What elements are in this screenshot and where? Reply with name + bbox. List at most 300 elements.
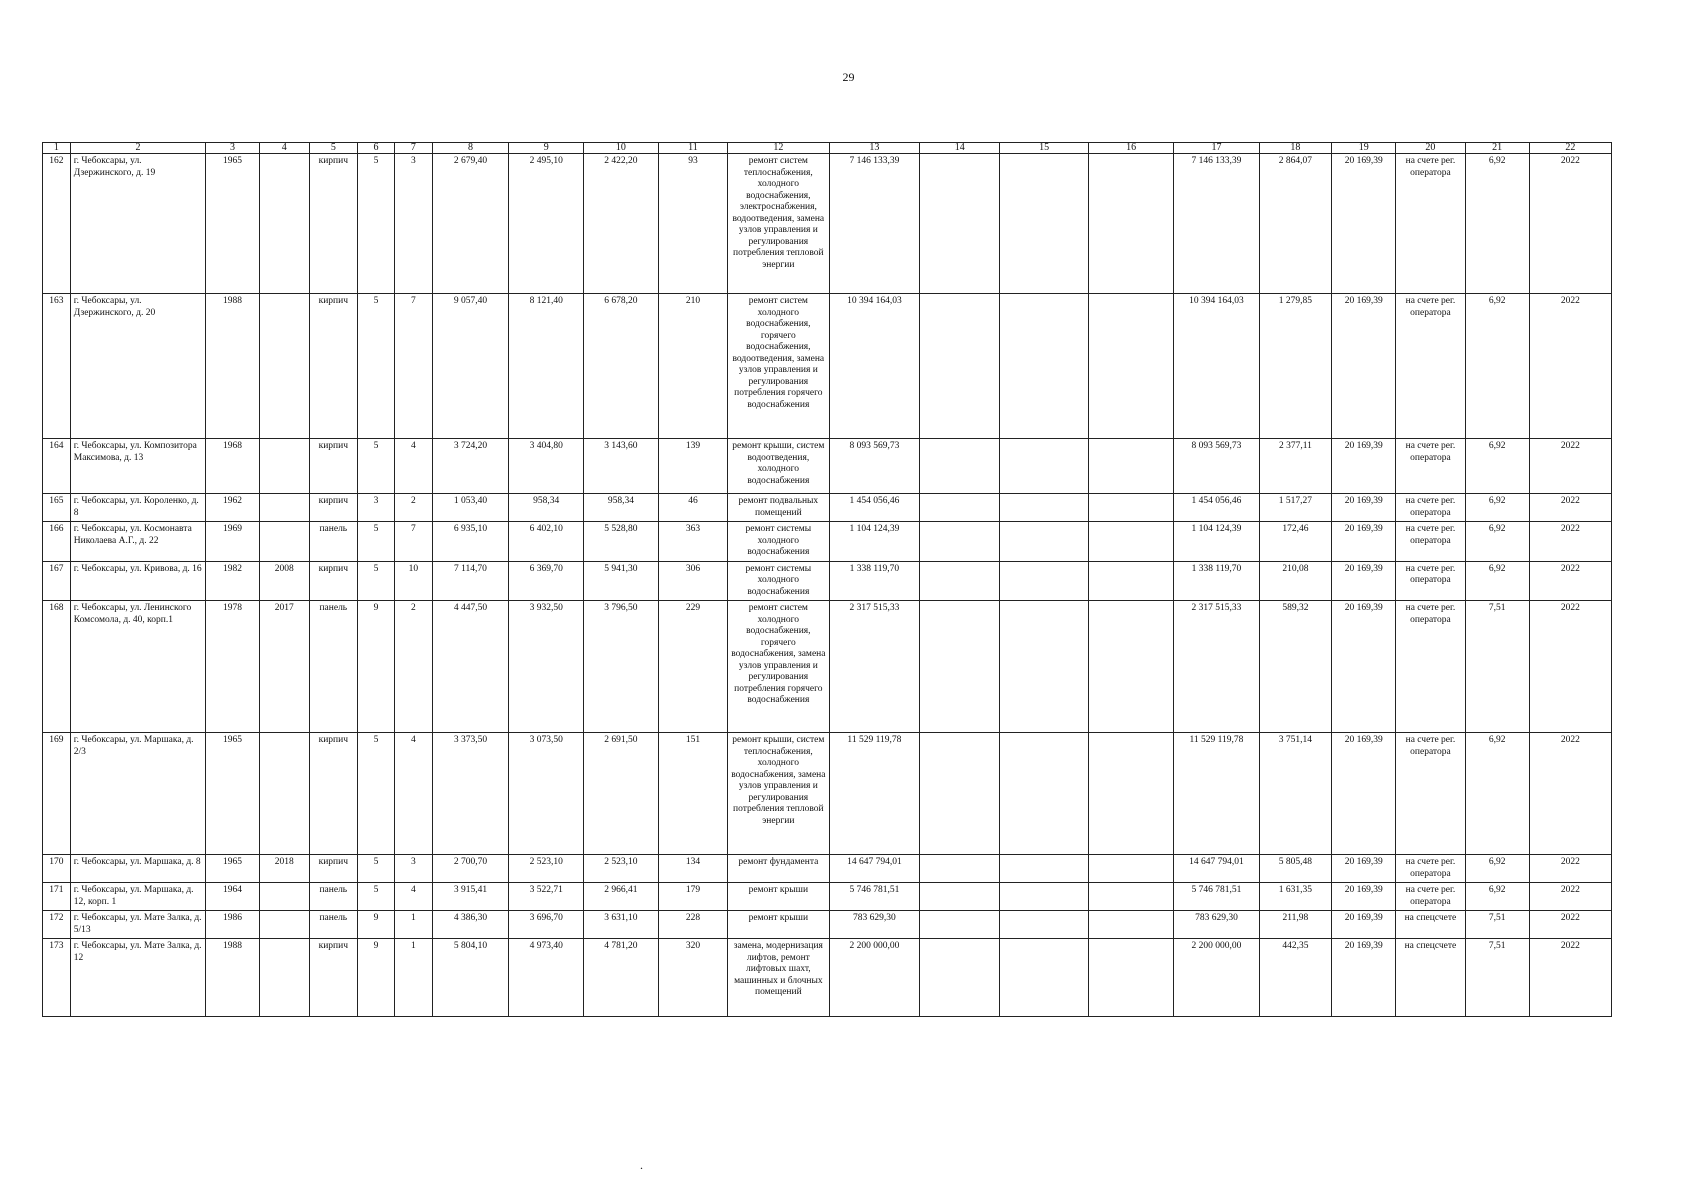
entrances-cell: 7 (395, 522, 432, 562)
federal-funds-cell (920, 294, 1000, 439)
max-unit-cost-cell: 20 169,39 (1332, 733, 1396, 855)
federal-funds-cell (920, 601, 1000, 733)
fund-method-cell: на спецсчете (1396, 939, 1465, 1017)
federal-funds-cell (920, 561, 1000, 601)
unit-cost-cell: 172,46 (1259, 522, 1332, 562)
year-renovated-cell: 2018 (259, 855, 309, 883)
entrances-cell: 4 (395, 883, 432, 911)
fund-method-cell: на счете рег. оператора (1396, 733, 1465, 855)
total-cost-cell: 2 317 515,33 (829, 601, 920, 733)
unit-cost-cell: 211,98 (1259, 911, 1332, 939)
wall-material-cell: кирпич (309, 855, 357, 883)
address-cell: г. Чебоксары, ул. Кривова, д. 16 (70, 561, 206, 601)
work-type-cell: ремонт крыши (728, 911, 829, 939)
table-row (43, 855, 1612, 883)
owner-funds-cell: 8 093 569,73 (1174, 439, 1259, 494)
year-renovated-cell (259, 522, 309, 562)
column-header-21: 21 (1465, 143, 1529, 154)
entrances-cell: 4 (395, 733, 432, 855)
floors-cell: 5 (357, 522, 394, 562)
residents-cell: 229 (658, 601, 727, 733)
total-area-cell: 5 804,10 (432, 939, 509, 1017)
year-renovated-cell (259, 494, 309, 522)
unit-cost-cell: 210,08 (1259, 561, 1332, 601)
premises-area-cell: 3 073,50 (509, 733, 584, 855)
contribution-rate-cell: 7,51 (1465, 939, 1529, 1017)
work-type-cell: ремонт системы холодного водоснабжения (728, 522, 829, 562)
premises-area-cell: 3 696,70 (509, 911, 584, 939)
premises-area-cell: 4 973,40 (509, 939, 584, 1017)
fund-method-cell: на счете рег. оператора (1396, 855, 1465, 883)
federal-funds-cell (920, 733, 1000, 855)
table-row (43, 939, 1612, 1017)
contribution-rate-cell: 7,51 (1465, 601, 1529, 733)
column-header-19: 19 (1332, 143, 1396, 154)
year-renovated-cell (259, 154, 309, 294)
municipal-funds-cell (1088, 733, 1173, 855)
municipal-funds-cell (1088, 939, 1173, 1017)
entrances-cell: 3 (395, 855, 432, 883)
municipal-funds-cell (1088, 883, 1173, 911)
municipal-funds-cell (1088, 522, 1173, 562)
total-cost-cell: 1 338 119,70 (829, 561, 920, 601)
residents-cell: 179 (658, 883, 727, 911)
row-number: 167 (43, 561, 71, 601)
contribution-rate-cell: 6,92 (1465, 733, 1529, 855)
residents-cell: 210 (658, 294, 727, 439)
floors-cell: 5 (357, 154, 394, 294)
contribution-rate-cell: 6,92 (1465, 561, 1529, 601)
year-built-cell: 1964 (206, 883, 259, 911)
contribution-rate-cell: 6,92 (1465, 494, 1529, 522)
column-header-1: 1 (43, 143, 71, 154)
column-header-13: 13 (829, 143, 920, 154)
federal-funds-cell (920, 939, 1000, 1017)
municipal-funds-cell (1088, 601, 1173, 733)
table-row (43, 601, 1612, 733)
municipal-funds-cell (1088, 855, 1173, 883)
fund-method-cell: на счете рег. оператора (1396, 294, 1465, 439)
total-area-cell: 3 724,20 (432, 439, 509, 494)
premises-area-cell: 8 121,40 (509, 294, 584, 439)
total-area-cell: 3 373,50 (432, 733, 509, 855)
row-number: 173 (43, 939, 71, 1017)
residential-area-cell: 2 523,10 (584, 855, 659, 883)
max-unit-cost-cell: 20 169,39 (1332, 601, 1396, 733)
floors-cell: 5 (357, 294, 394, 439)
unit-cost-cell: 589,32 (1259, 601, 1332, 733)
row-number: 163 (43, 294, 71, 439)
row-number: 165 (43, 494, 71, 522)
federal-funds-cell (920, 522, 1000, 562)
fund-method-cell: на счете рег. оператора (1396, 154, 1465, 294)
year-renovated-cell: 2017 (259, 601, 309, 733)
work-type-cell: ремонт системы холодного водоснабжения (728, 561, 829, 601)
year-built-cell: 1988 (206, 939, 259, 1017)
year-built-cell: 1965 (206, 733, 259, 855)
work-type-cell: ремонт систем холодного водоснабжения, горячего водоснабжения, водоотведения, замена узлов управления и регулирования потребления горячего водоснабжения (728, 294, 829, 439)
address-cell: г. Чебоксары, ул. Маршака, д. 8 (70, 855, 206, 883)
work-type-cell: ремонт систем холодного водоснабжения, горячего водоснабжения, замена узлов управления и регулирования потребления горячего водоснабжения (728, 601, 829, 733)
regional-funds-cell (1000, 561, 1089, 601)
table-row (43, 494, 1612, 522)
table-row (43, 883, 1612, 911)
residents-cell: 306 (658, 561, 727, 601)
total-cost-cell: 8 093 569,73 (829, 439, 920, 494)
premises-area-cell: 2 523,10 (509, 855, 584, 883)
residential-area-cell: 2 422,20 (584, 154, 659, 294)
owner-funds-cell: 1 454 056,46 (1174, 494, 1259, 522)
entrances-cell: 7 (395, 294, 432, 439)
floors-cell: 5 (357, 855, 394, 883)
unit-cost-cell: 1 631,35 (1259, 883, 1332, 911)
completion-year-cell: 2022 (1529, 733, 1611, 855)
total-cost-cell: 7 146 133,39 (829, 154, 920, 294)
floors-cell: 9 (357, 939, 394, 1017)
federal-funds-cell (920, 883, 1000, 911)
max-unit-cost-cell: 20 169,39 (1332, 883, 1396, 911)
residents-cell: 363 (658, 522, 727, 562)
year-built-cell: 1988 (206, 294, 259, 439)
max-unit-cost-cell: 20 169,39 (1332, 911, 1396, 939)
contribution-rate-cell: 6,92 (1465, 522, 1529, 562)
residents-cell: 134 (658, 855, 727, 883)
address-cell: г. Чебоксары, ул. Дзержинского, д. 19 (70, 154, 206, 294)
column-header-3: 3 (206, 143, 259, 154)
regional-funds-cell (1000, 154, 1089, 294)
year-built-cell: 1968 (206, 439, 259, 494)
contribution-rate-cell: 6,92 (1465, 855, 1529, 883)
wall-material-cell: панель (309, 522, 357, 562)
contribution-rate-cell: 6,92 (1465, 439, 1529, 494)
regional-funds-cell (1000, 439, 1089, 494)
total-area-cell: 2 700,70 (432, 855, 509, 883)
completion-year-cell: 2022 (1529, 911, 1611, 939)
column-header-7: 7 (395, 143, 432, 154)
wall-material-cell: панель (309, 883, 357, 911)
unit-cost-cell: 5 805,48 (1259, 855, 1332, 883)
row-number: 166 (43, 522, 71, 562)
total-cost-cell: 783 629,30 (829, 911, 920, 939)
owner-funds-cell: 1 338 119,70 (1174, 561, 1259, 601)
regional-funds-cell (1000, 883, 1089, 911)
premises-area-cell: 3 522,71 (509, 883, 584, 911)
row-number: 172 (43, 911, 71, 939)
fund-method-cell: на счете рег. оператора (1396, 883, 1465, 911)
max-unit-cost-cell: 20 169,39 (1332, 561, 1396, 601)
year-built-cell: 1978 (206, 601, 259, 733)
owner-funds-cell: 783 629,30 (1174, 911, 1259, 939)
wall-material-cell: панель (309, 601, 357, 733)
wall-material-cell: кирпич (309, 939, 357, 1017)
row-number: 171 (43, 883, 71, 911)
regional-funds-cell (1000, 939, 1089, 1017)
unit-cost-cell: 3 751,14 (1259, 733, 1332, 855)
table-row (43, 561, 1612, 601)
row-number: 168 (43, 601, 71, 733)
column-header-15: 15 (1000, 143, 1089, 154)
column-header-20: 20 (1396, 143, 1465, 154)
municipal-funds-cell (1088, 154, 1173, 294)
table-row (43, 439, 1612, 494)
year-renovated-cell (259, 439, 309, 494)
column-header-2: 2 (70, 143, 206, 154)
wall-material-cell: кирпич (309, 561, 357, 601)
unit-cost-cell: 1 279,85 (1259, 294, 1332, 439)
table-row (43, 911, 1612, 939)
total-cost-cell: 1 104 124,39 (829, 522, 920, 562)
column-header-4: 4 (259, 143, 309, 154)
completion-year-cell: 2022 (1529, 939, 1611, 1017)
wall-material-cell: кирпич (309, 294, 357, 439)
table-row (43, 733, 1612, 855)
total-area-cell: 4 447,50 (432, 601, 509, 733)
address-cell: г. Чебоксары, ул. Мате Залка, д. 12 (70, 939, 206, 1017)
total-area-cell: 9 057,40 (432, 294, 509, 439)
owner-funds-cell: 5 746 781,51 (1174, 883, 1259, 911)
column-header-17: 17 (1174, 143, 1259, 154)
repair-program-table (42, 142, 1612, 1017)
floors-cell: 5 (357, 561, 394, 601)
max-unit-cost-cell: 20 169,39 (1332, 855, 1396, 883)
completion-year-cell: 2022 (1529, 439, 1611, 494)
unit-cost-cell: 1 517,27 (1259, 494, 1332, 522)
residential-area-cell: 6 678,20 (584, 294, 659, 439)
entrances-cell: 4 (395, 439, 432, 494)
column-header-8: 8 (432, 143, 509, 154)
wall-material-cell: кирпич (309, 494, 357, 522)
floors-cell: 5 (357, 733, 394, 855)
address-cell: г. Чебоксары, ул. Маршака, д. 2/3 (70, 733, 206, 855)
row-number: 169 (43, 733, 71, 855)
unit-cost-cell: 2 377,11 (1259, 439, 1332, 494)
entrances-cell: 1 (395, 939, 432, 1017)
work-type-cell: ремонт крыши, систем водоотведения, холодного водоснабжения (728, 439, 829, 494)
regional-funds-cell (1000, 601, 1089, 733)
max-unit-cost-cell: 20 169,39 (1332, 439, 1396, 494)
federal-funds-cell (920, 911, 1000, 939)
floors-cell: 9 (357, 911, 394, 939)
fund-method-cell: на счете рег. оператора (1396, 601, 1465, 733)
municipal-funds-cell (1088, 294, 1173, 439)
owner-funds-cell: 2 200 000,00 (1174, 939, 1259, 1017)
max-unit-cost-cell: 20 169,39 (1332, 939, 1396, 1017)
federal-funds-cell (920, 154, 1000, 294)
row-number: 164 (43, 439, 71, 494)
total-area-cell: 6 935,10 (432, 522, 509, 562)
year-renovated-cell (259, 733, 309, 855)
total-cost-cell: 1 454 056,46 (829, 494, 920, 522)
column-header-18: 18 (1259, 143, 1332, 154)
max-unit-cost-cell: 20 169,39 (1332, 294, 1396, 439)
year-renovated-cell: 2008 (259, 561, 309, 601)
floors-cell: 5 (357, 439, 394, 494)
federal-funds-cell (920, 439, 1000, 494)
table-row (43, 154, 1612, 294)
wall-material-cell: кирпич (309, 733, 357, 855)
total-area-cell: 4 386,30 (432, 911, 509, 939)
completion-year-cell: 2022 (1529, 855, 1611, 883)
regional-funds-cell (1000, 294, 1089, 439)
residents-cell: 139 (658, 439, 727, 494)
address-cell: г. Чебоксары, ул. Короленко, д. 8 (70, 494, 206, 522)
year-built-cell: 1965 (206, 154, 259, 294)
max-unit-cost-cell: 20 169,39 (1332, 522, 1396, 562)
owner-funds-cell: 14 647 794,01 (1174, 855, 1259, 883)
residential-area-cell: 3 631,10 (584, 911, 659, 939)
address-cell: г. Чебоксары, ул. Композитора Максимова, д. 13 (70, 439, 206, 494)
total-area-cell: 2 679,40 (432, 154, 509, 294)
max-unit-cost-cell: 20 169,39 (1332, 154, 1396, 294)
year-built-cell: 1986 (206, 911, 259, 939)
residents-cell: 93 (658, 154, 727, 294)
year-renovated-cell (259, 883, 309, 911)
residents-cell: 46 (658, 494, 727, 522)
year-renovated-cell (259, 911, 309, 939)
column-header-12: 12 (728, 143, 829, 154)
year-built-cell: 1965 (206, 855, 259, 883)
contribution-rate-cell: 7,51 (1465, 911, 1529, 939)
premises-area-cell: 6 369,70 (509, 561, 584, 601)
residential-area-cell: 3 143,60 (584, 439, 659, 494)
completion-year-cell: 2022 (1529, 883, 1611, 911)
premises-area-cell: 2 495,10 (509, 154, 584, 294)
column-header-22: 22 (1529, 143, 1611, 154)
address-cell: г. Чебоксары, ул. Ленинского Комсомола, д. 40, корп.1 (70, 601, 206, 733)
wall-material-cell: панель (309, 911, 357, 939)
year-built-cell: 1969 (206, 522, 259, 562)
work-type-cell: ремонт фундамента (728, 855, 829, 883)
contribution-rate-cell: 6,92 (1465, 883, 1529, 911)
fund-method-cell: на спецсчете (1396, 911, 1465, 939)
unit-cost-cell: 2 864,07 (1259, 154, 1332, 294)
fund-method-cell: на счете рег. оператора (1396, 522, 1465, 562)
total-cost-cell: 11 529 119,78 (829, 733, 920, 855)
completion-year-cell: 2022 (1529, 522, 1611, 562)
regional-funds-cell (1000, 733, 1089, 855)
regional-funds-cell (1000, 494, 1089, 522)
max-unit-cost-cell: 20 169,39 (1332, 494, 1396, 522)
owner-funds-cell: 1 104 124,39 (1174, 522, 1259, 562)
premises-area-cell: 3 932,50 (509, 601, 584, 733)
work-type-cell: замена, модернизация лифтов, ремонт лифтовых шахт, машинных и блочных помещений (728, 939, 829, 1017)
residential-area-cell: 958,34 (584, 494, 659, 522)
fund-method-cell: на счете рег. оператора (1396, 494, 1465, 522)
fund-method-cell: на счете рег. оператора (1396, 439, 1465, 494)
completion-year-cell: 2022 (1529, 494, 1611, 522)
owner-funds-cell: 7 146 133,39 (1174, 154, 1259, 294)
federal-funds-cell (920, 855, 1000, 883)
wall-material-cell: кирпич (309, 154, 357, 294)
entrances-cell: 3 (395, 154, 432, 294)
residential-area-cell: 5 528,80 (584, 522, 659, 562)
entrances-cell: 1 (395, 911, 432, 939)
address-cell: г. Чебоксары, ул. Дзержинского, д. 20 (70, 294, 206, 439)
residential-area-cell: 5 941,30 (584, 561, 659, 601)
owner-funds-cell: 2 317 515,33 (1174, 601, 1259, 733)
contribution-rate-cell: 6,92 (1465, 154, 1529, 294)
total-area-cell: 7 114,70 (432, 561, 509, 601)
total-cost-cell: 5 746 781,51 (829, 883, 920, 911)
work-type-cell: ремонт подвальных помещений (728, 494, 829, 522)
regional-funds-cell (1000, 522, 1089, 562)
regional-funds-cell (1000, 911, 1089, 939)
residents-cell: 228 (658, 911, 727, 939)
total-area-cell: 1 053,40 (432, 494, 509, 522)
residential-area-cell: 2 966,41 (584, 883, 659, 911)
work-type-cell: ремонт крыши (728, 883, 829, 911)
row-number: 170 (43, 855, 71, 883)
owner-funds-cell: 10 394 164,03 (1174, 294, 1259, 439)
residential-area-cell: 4 781,20 (584, 939, 659, 1017)
completion-year-cell: 2022 (1529, 601, 1611, 733)
premises-area-cell: 6 402,10 (509, 522, 584, 562)
total-cost-cell: 14 647 794,01 (829, 855, 920, 883)
column-header-11: 11 (658, 143, 727, 154)
owner-funds-cell: 11 529 119,78 (1174, 733, 1259, 855)
municipal-funds-cell (1088, 911, 1173, 939)
column-header-10: 10 (584, 143, 659, 154)
floors-cell: 5 (357, 883, 394, 911)
federal-funds-cell (920, 494, 1000, 522)
row-number: 162 (43, 154, 71, 294)
table-row (43, 294, 1612, 439)
page-number: 29 (842, 70, 855, 84)
column-header-5: 5 (309, 143, 357, 154)
year-built-cell: 1982 (206, 561, 259, 601)
wall-material-cell: кирпич (309, 439, 357, 494)
premises-area-cell: 3 404,80 (509, 439, 584, 494)
unit-cost-cell: 442,35 (1259, 939, 1332, 1017)
column-number-row (43, 143, 1612, 154)
column-header-9: 9 (509, 143, 584, 154)
total-area-cell: 3 915,41 (432, 883, 509, 911)
footer-mark: . (640, 1158, 643, 1172)
address-cell: г. Чебоксары, ул. Маршака, д. 12, корп. 1 (70, 883, 206, 911)
regional-funds-cell (1000, 855, 1089, 883)
municipal-funds-cell (1088, 494, 1173, 522)
premises-area-cell: 958,34 (509, 494, 584, 522)
floors-cell: 9 (357, 601, 394, 733)
address-cell: г. Чебоксары, ул. Космонавта Николаева А.Г., д. 22 (70, 522, 206, 562)
municipal-funds-cell (1088, 439, 1173, 494)
year-built-cell: 1962 (206, 494, 259, 522)
completion-year-cell: 2022 (1529, 154, 1611, 294)
residents-cell: 151 (658, 733, 727, 855)
total-cost-cell: 10 394 164,03 (829, 294, 920, 439)
total-cost-cell: 2 200 000,00 (829, 939, 920, 1017)
address-cell: г. Чебоксары, ул. Мате Залка, д. 5/13 (70, 911, 206, 939)
floors-cell: 3 (357, 494, 394, 522)
fund-method-cell: на счете рег. оператора (1396, 561, 1465, 601)
entrances-cell: 10 (395, 561, 432, 601)
year-renovated-cell (259, 939, 309, 1017)
contribution-rate-cell: 6,92 (1465, 294, 1529, 439)
residential-area-cell: 2 691,50 (584, 733, 659, 855)
work-type-cell: ремонт крыши, систем теплоснабжения, холодного водоснабжения, замена узлов управления и регулирования потребления тепловой энергии (728, 733, 829, 855)
residents-cell: 320 (658, 939, 727, 1017)
work-type-cell: ремонт систем теплоснабжения, холодного водоснабжения, электроснабжения, водоотведения, замена узлов управления и регулирования потребления тепловой энергии (728, 154, 829, 294)
year-renovated-cell (259, 294, 309, 439)
entrances-cell: 2 (395, 494, 432, 522)
municipal-funds-cell (1088, 561, 1173, 601)
column-header-14: 14 (920, 143, 1000, 154)
table-row (43, 522, 1612, 562)
completion-year-cell: 2022 (1529, 561, 1611, 601)
column-header-6: 6 (357, 143, 394, 154)
residential-area-cell: 3 796,50 (584, 601, 659, 733)
column-header-16: 16 (1088, 143, 1173, 154)
